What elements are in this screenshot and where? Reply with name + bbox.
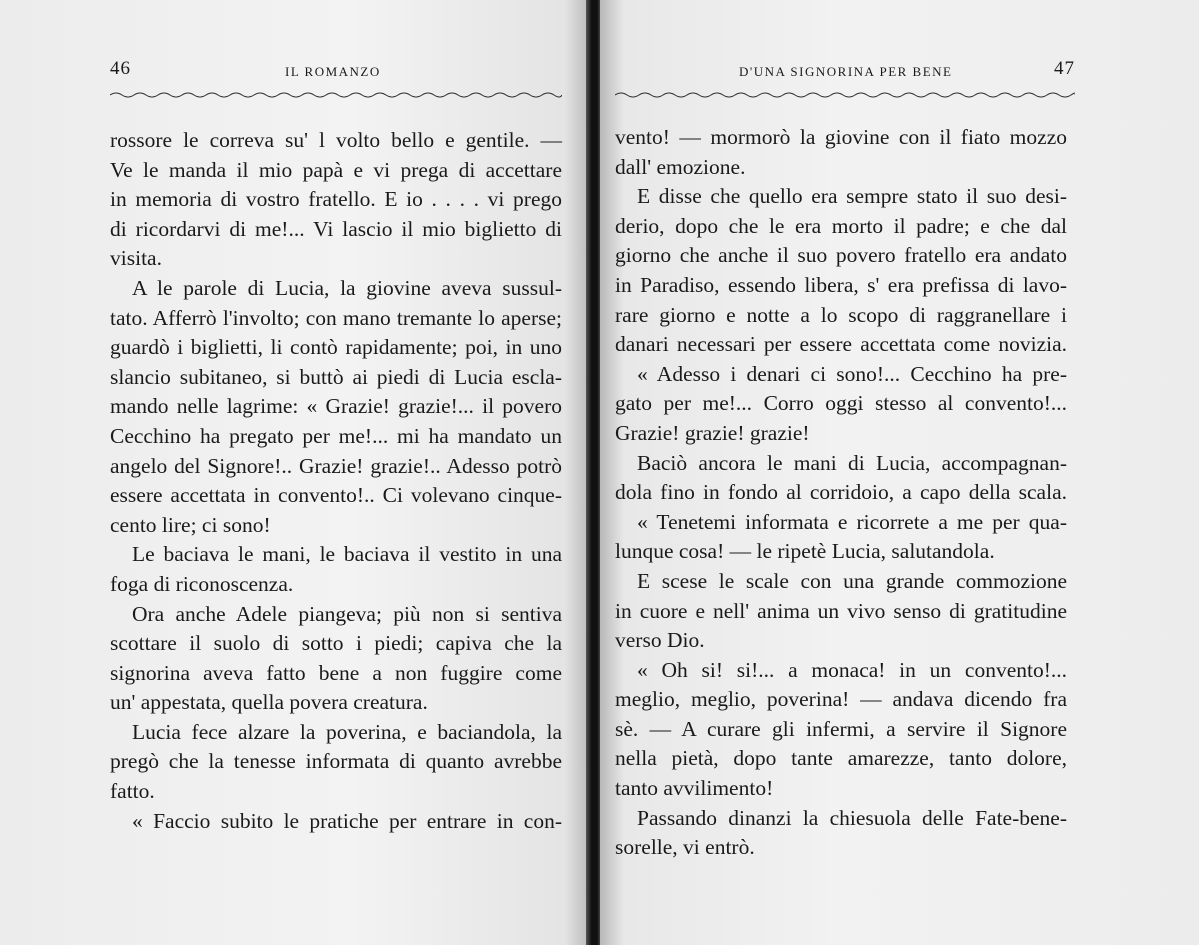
- running-title: IL ROMANZO: [285, 64, 381, 79]
- text-line: tato. Afferrò l'involto; con mano tremante lo aperse;: [110, 305, 562, 330]
- text-line: rare giorno e notte a lo scopo di raggranellare i: [615, 302, 1067, 327]
- left-page-header: [110, 58, 562, 88]
- page-number: 47: [1054, 58, 1075, 79]
- text-line: cento lire; ci sono!: [110, 512, 271, 537]
- text-line: di ricordarvi di me!... Vi lascio il mio biglietto di: [110, 216, 562, 241]
- text-line: dola fino in fondo al corridoio, a capo della scala.: [615, 480, 1067, 505]
- text-line: slancio subitaneo, si buttò ai piedi di Lucia escla-: [110, 364, 562, 389]
- text-line: « Oh si! si!... a monaca! in un convento!...: [637, 657, 1067, 682]
- text-line: angelo del Signore!.. Grazie! grazie!.. Adesso potrò: [110, 453, 562, 478]
- text-line: in cuore e nell' anima un vivo senso di gratitudine: [615, 598, 1067, 623]
- text-line: rossore le correva su' l volto bello e gentile. —: [110, 128, 562, 152]
- text-line: Grazie! grazie! grazie!: [615, 420, 810, 445]
- text-line: tanto avvilimento!: [615, 776, 774, 801]
- text-line: Lucia fece alzare la poverina, e baciandola, la: [132, 719, 562, 744]
- text-line: fatto.: [110, 779, 155, 804]
- wavy-rule-ornament: [110, 90, 562, 100]
- text-line: « Faccio subito le pratiche per entrare in con-: [132, 808, 562, 833]
- running-title: D'UNA SIGNORINA PER BENE: [739, 64, 953, 79]
- text-line: Ve le manda il mio papà e vi prega di accettare: [110, 157, 562, 182]
- text-line: E disse che quello era sempre stato il suo desi-: [637, 184, 1067, 209]
- text-line: « Adesso i denari ci sono!... Cecchino ha pre-: [637, 361, 1067, 386]
- text-line: lunque cosa! — le ripetè Lucia, salutandola.: [615, 539, 995, 564]
- page-number: 46: [110, 58, 131, 79]
- text-line: Ora anche Adele piangeva; più non si sentiva: [132, 601, 562, 626]
- text-line: dall' emozione.: [615, 154, 746, 179]
- text-line: nella pietà, dopo tante amarezze, tanto dolore,: [615, 746, 1067, 771]
- text-line: visita.: [110, 246, 162, 271]
- text-line: foga di riconoscenza.: [110, 571, 294, 596]
- text-line: sorelle, vi entrò.: [615, 835, 755, 860]
- text-line: giorno che anche il suo povero fratello era andato: [615, 243, 1067, 268]
- text-line: verso Dio.: [615, 628, 705, 653]
- text-line: Cecchino ha pregato per me!... mi ha mandato un: [110, 423, 562, 448]
- text-line: A le parole di Lucia, la giovine aveva sussul-: [132, 275, 562, 300]
- text-line: guardò i biglietti, li contò rapidamente; poi, in uno: [110, 335, 562, 360]
- left-body-text: [110, 126, 562, 836]
- text-line: pregò che la tenesse informata di quanto avrebbe: [110, 749, 562, 774]
- text-line: Baciò ancora le mani di Lucia, accompagnan-: [637, 450, 1067, 475]
- text-line: Passando dinanzi la chiesuola delle Fate-bene-: [637, 805, 1067, 830]
- right-page: [600, 0, 1199, 945]
- text-line: danari necessari per essere accettata come novizia.: [615, 332, 1067, 357]
- text-line: essere accettata in convento!.. Ci volevano cinque-: [110, 483, 562, 508]
- text-line: signorina aveva fatto bene a non fuggire come: [110, 660, 562, 685]
- text-line: Le baciava le mani, le baciava il vestito in una: [132, 542, 562, 567]
- text-line: E scese le scale con una grande commozione: [637, 568, 1067, 593]
- text-line: scottare il suolo di sotto i piedi; capiva che la: [110, 631, 562, 656]
- right-body-text: [615, 123, 1067, 863]
- text-line: sè. — A curare gli infermi, a servire il Signore: [615, 716, 1067, 741]
- right-page-header: [615, 58, 1075, 88]
- left-page: [0, 0, 588, 945]
- text-line: meglio, meglio, poverina! — andava dicendo fra: [615, 687, 1067, 712]
- text-line: un' appestata, quella povera creatura.: [110, 690, 428, 715]
- text-line: « Tenetemi informata e ricorrete a me per qua-: [637, 509, 1067, 534]
- text-line: derio, dopo che le era morto il padre; e che dal: [615, 213, 1067, 238]
- text-line: in Paradiso, essendo libera, s' era prefissa di lavo-: [615, 272, 1067, 297]
- text-line: gato per me!... Corro oggi stesso al convento!...: [615, 391, 1067, 416]
- text-line: in memoria di vostro fratello. E io . . . . vi prego: [110, 187, 562, 212]
- wavy-rule-ornament: [615, 90, 1075, 100]
- text-line: vento! — mormorò la giovine con il fiato mozzo: [615, 125, 1067, 149]
- text-line: mando nelle lagrime: « Grazie! grazie!... il povero: [110, 394, 562, 419]
